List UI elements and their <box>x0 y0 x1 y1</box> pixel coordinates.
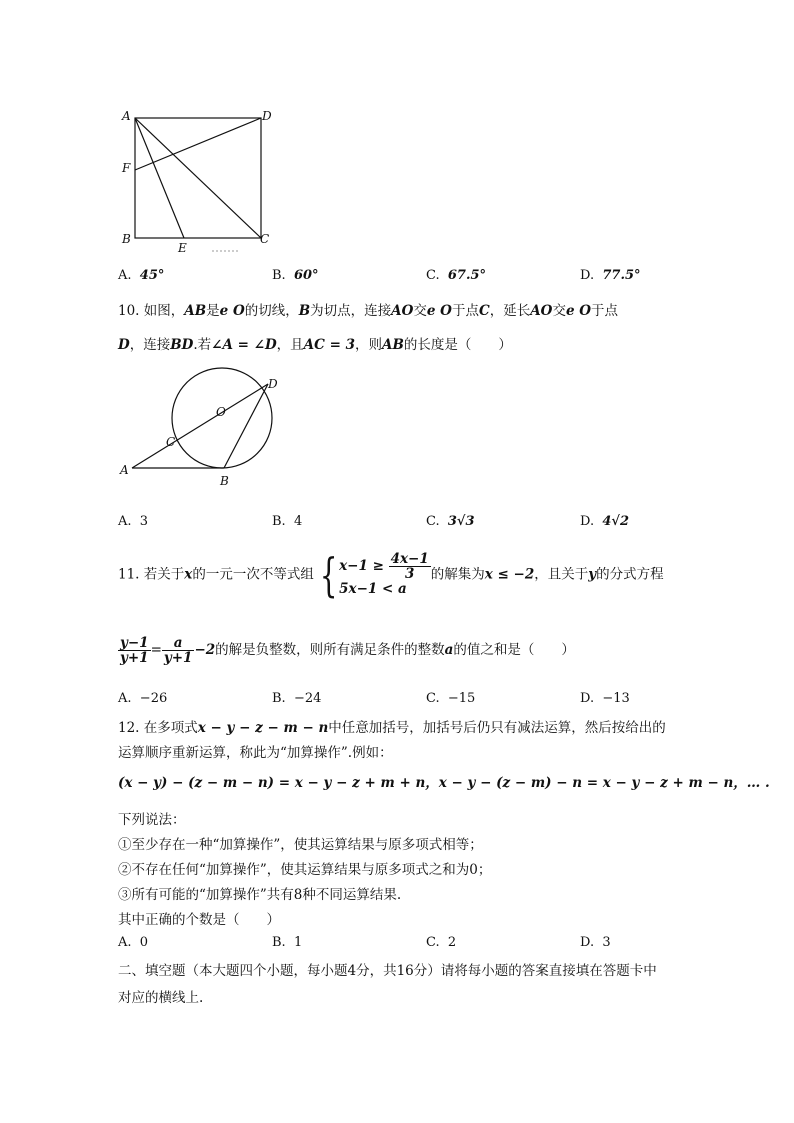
label-c: C <box>166 435 176 449</box>
option-letter: D. <box>580 691 595 706</box>
line-ad <box>132 384 268 468</box>
math-ao: AO <box>391 303 414 319</box>
option-value: −24 <box>293 691 322 706</box>
text: ，且关于 <box>534 566 589 583</box>
option-value: 1 <box>293 935 303 950</box>
diagonal-ac <box>135 118 261 238</box>
math-polynomial: x − y − z − m − n <box>197 720 329 736</box>
q10-line-2 <box>118 333 512 353</box>
segment-ae <box>135 118 184 238</box>
section-2-heading: 二、填空题（本大题四个小题，每小题4分，共16分）请将每小题的答案直接填在答题卡中 <box>118 963 657 979</box>
segment-bd <box>224 384 268 468</box>
text: 在多项式 <box>143 720 198 736</box>
text: ，则 <box>355 337 382 353</box>
system-brace: { <box>319 548 338 603</box>
q11-line-1 <box>118 548 664 603</box>
text: ，连接 <box>129 337 171 353</box>
option-letter: B. <box>272 268 286 283</box>
text: .若 <box>193 337 212 353</box>
option-letter: C. <box>426 268 440 283</box>
label-b: B <box>220 474 229 488</box>
math-y: y <box>588 566 597 583</box>
text: 中任意加括号，加括号后仍只有减法运算，然后按给出的 <box>328 720 666 736</box>
option-letter: C. <box>426 514 440 529</box>
text: 的解是负整数，则所有满足条件的整数 <box>215 642 445 659</box>
text: 的一元一次不等式组 <box>192 566 314 583</box>
text: 的解集为 <box>430 566 485 583</box>
option-value: 4√2 <box>602 514 629 529</box>
circle-figure <box>116 364 296 494</box>
fraction <box>118 636 151 665</box>
inequality-system <box>339 552 431 598</box>
q11-option-a <box>118 691 167 706</box>
label-b: B <box>122 232 131 246</box>
question-number: 10. <box>118 303 140 319</box>
option-value: 2 <box>447 935 457 950</box>
q12-intro: 下列说法： <box>118 812 186 828</box>
q12-example: (x − y) − (z − m − n) = x − y − z + m + n，x − y − (z − m) − n = x − y − z + m − n，… . <box>118 775 770 791</box>
option-letter: A. <box>118 514 132 529</box>
option-value: 67.5° <box>447 268 487 283</box>
fraction-numerator: y−1 <box>120 635 149 651</box>
system-row-2: 5x−1 < a <box>339 581 407 598</box>
text: 为切点，连接 <box>310 303 392 319</box>
fraction-numerator: 4x−1 <box>390 551 429 567</box>
label-e: E <box>178 241 187 255</box>
math-bd: BD <box>170 337 194 353</box>
text: 若关于 <box>143 566 185 583</box>
q11-option-d <box>580 691 630 706</box>
option-letter: A. <box>118 691 132 706</box>
option-letter: A. <box>118 268 132 283</box>
math-ao: AO <box>530 303 553 319</box>
q9-option-c <box>426 268 486 283</box>
fraction <box>162 636 195 665</box>
system-row-1 <box>339 551 431 583</box>
math-d: D <box>118 337 130 353</box>
fraction-numerator: a <box>162 636 195 651</box>
option-letter: B. <box>272 935 286 950</box>
text: ，延长 <box>489 303 531 319</box>
q10-option-a <box>118 514 148 529</box>
label-c: C <box>260 232 270 246</box>
option-letter: A. <box>118 935 132 950</box>
question-number: 11. <box>118 566 140 583</box>
q10-option-d <box>580 514 629 529</box>
math-ab: AB <box>382 337 404 353</box>
text: ，且 <box>276 337 304 353</box>
math-text: x−1 ≥ <box>339 558 384 575</box>
question-number: 12. <box>118 720 140 736</box>
option-value: 3 <box>139 514 149 529</box>
fraction-denominator: 3 <box>404 566 415 583</box>
q12-option-b <box>272 935 302 950</box>
q12-statement-2: ②不存在任何“加算操作”，使其运算结果与原多项式之和为0； <box>118 862 492 878</box>
text: 是 <box>206 303 220 319</box>
option-value: 4 <box>293 514 303 529</box>
math-circle-o: e O <box>565 303 591 319</box>
option-value: 45° <box>139 268 165 283</box>
math-circle-o: e O <box>426 303 452 319</box>
text: 交 <box>413 303 427 319</box>
q9-option-a <box>118 268 164 283</box>
option-letter: C. <box>426 935 440 950</box>
option-value: 60° <box>293 268 319 283</box>
text: 于点 <box>591 303 618 319</box>
q12-statement-1: ①至少存在一种“加算操作”，使其运算结果与原多项式相等； <box>118 837 483 853</box>
q12-line-2: 运算顺序重新运算，称此为“加算操作”.例如： <box>118 745 393 761</box>
segment-fd <box>135 118 261 170</box>
math-text: −2 <box>194 642 216 659</box>
math-c: C <box>478 303 490 319</box>
option-letter: D. <box>580 935 595 950</box>
option-value: 0 <box>139 935 149 950</box>
q10-option-c <box>426 514 475 529</box>
option-letter: B. <box>272 514 286 529</box>
q11-option-c <box>426 691 475 706</box>
option-value: 77.5° <box>602 268 641 283</box>
math-a: a <box>444 642 454 659</box>
q11-option-b <box>272 691 321 706</box>
fraction-denominator: y+1 <box>120 650 149 667</box>
text: 的长度是（ ） <box>403 337 512 353</box>
q12-line-1 <box>118 716 666 736</box>
text: 交 <box>552 303 566 319</box>
math-solution: x ≤ −2 <box>484 566 535 583</box>
option-value: −15 <box>447 691 476 706</box>
option-letter: D. <box>580 514 595 529</box>
q12-option-d <box>580 935 611 950</box>
math-ac-eq: AC = 3 <box>303 337 355 353</box>
label-f: F <box>122 161 131 175</box>
q12-option-a <box>118 935 148 950</box>
label-d: D <box>262 109 272 123</box>
q9-option-d <box>580 268 641 283</box>
q12-ask: 其中正确的个数是（ ） <box>118 912 280 928</box>
option-value: −13 <box>602 691 630 706</box>
section-2-heading-cont: 对应的横线上. <box>118 990 204 1006</box>
label-o: O <box>216 405 226 419</box>
q10-option-b <box>272 514 302 529</box>
text: 于点 <box>451 303 479 319</box>
q12-option-c <box>426 935 456 950</box>
option-value: 3 <box>602 935 611 950</box>
text: 的分式方程 <box>596 566 664 583</box>
fraction <box>389 552 431 581</box>
option-letter: C. <box>426 691 440 706</box>
text: 如图， <box>143 303 185 319</box>
q10-line-1 <box>118 299 618 319</box>
text: 的切线， <box>244 303 299 319</box>
math-ab: AB <box>184 303 207 319</box>
math-b: B <box>298 303 311 319</box>
option-value: −26 <box>139 691 168 706</box>
square-figure <box>116 106 286 256</box>
q9-option-b <box>272 268 319 283</box>
label-a: A <box>122 109 131 123</box>
q12-statement-3: ③所有可能的“加算操作”共有8种不同运算结果. <box>118 887 402 903</box>
option-letter: B. <box>272 691 286 706</box>
text: 的值之和是（ ） <box>453 642 575 659</box>
option-letter: D. <box>580 268 595 283</box>
label-d: D <box>268 377 278 391</box>
fraction-denominator: y+1 <box>163 650 193 667</box>
math-angle-eq: ∠A = ∠D <box>211 337 277 353</box>
label-a: A <box>120 463 129 477</box>
math-x: x <box>184 566 193 583</box>
q11-line-2 <box>118 636 575 665</box>
option-value: 3√3 <box>447 514 475 529</box>
math-circle-o: e O <box>219 303 245 319</box>
math-text: = <box>150 642 162 659</box>
